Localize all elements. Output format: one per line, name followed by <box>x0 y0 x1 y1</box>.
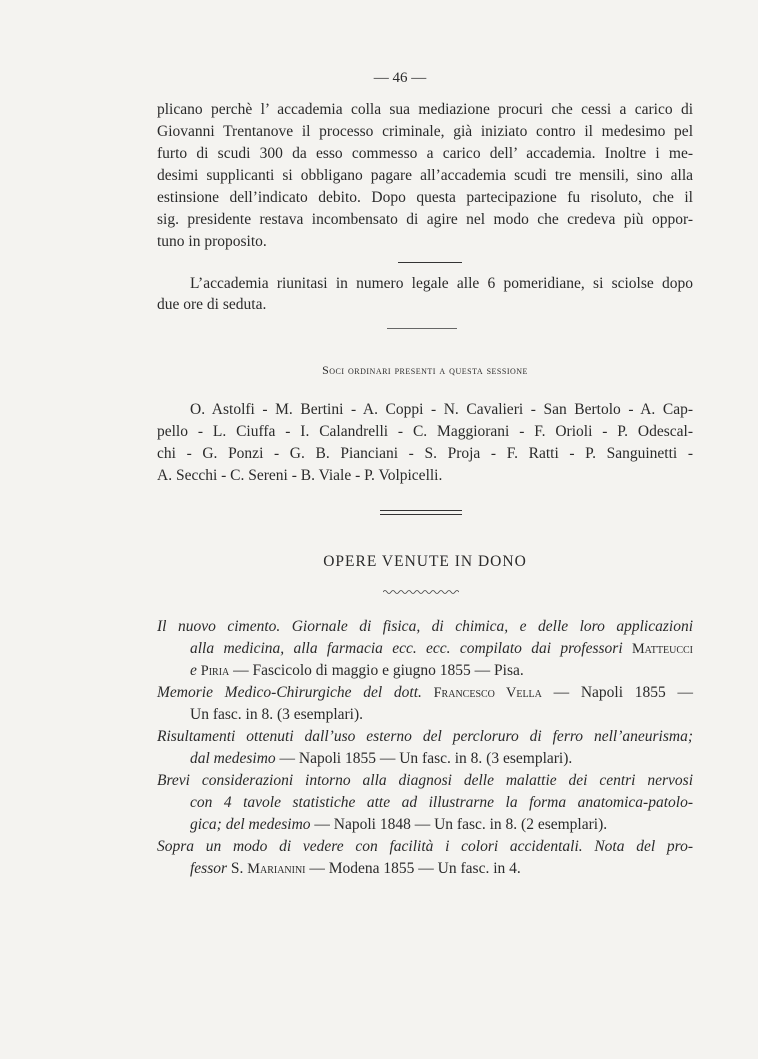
text-run: dal medesimo <box>190 750 276 767</box>
double-rule-top <box>380 510 462 511</box>
paragraph-line <box>157 100 693 120</box>
text-run: O. Astolfi - M. Bertini - A. Coppi - N. Cavalieri - San Bertolo - A. Cap- <box>190 401 693 418</box>
text-run: chi - G. Ponzi - G. B. Pianciani - S. Proja - F. Ratti - P. Sanguinetti - <box>157 445 693 462</box>
page-number: — 46 — <box>373 70 427 86</box>
bibliography-line <box>190 639 693 659</box>
bibliography-line <box>157 727 693 747</box>
text-run: — Fascicolo di maggio e giugno 1855 — Pisa. <box>229 662 524 679</box>
paragraph-line <box>157 122 693 142</box>
text-run: e <box>190 662 201 679</box>
bibliography-line <box>190 793 693 813</box>
text-run: Memorie Medico-Chirurgiche del dott. <box>157 684 434 701</box>
text-run: desimi supplicanti si obbligano pagare all’accademia scudi tre mensili, sino alla <box>157 167 693 184</box>
text-run: furto di scudi 300 da esso commesso a carico dell’ accademia. Inoltre i me- <box>157 145 693 162</box>
text-run: con 4 tavole statistiche atte ad illustrarne la forma anatomica-patolo- <box>190 794 693 811</box>
text-run: Piria <box>200 663 230 679</box>
text-run: A. Secchi - C. Sereni - B. Viale - P. Volpicelli. <box>157 467 443 484</box>
paragraph-line <box>157 166 693 186</box>
bibliography-line <box>190 749 693 769</box>
text-run: Sopra un modo di vedere con facilità i colori accidentali. Nota del pro- <box>157 838 693 855</box>
text-run: alla medicina, alla farmacia ecc. ecc. compilato dai professori <box>190 640 632 657</box>
bibliography-line <box>190 661 693 681</box>
member-list-line <box>157 444 693 464</box>
member-list-line <box>157 422 693 442</box>
bibliography-line <box>190 815 693 835</box>
section-divider <box>387 328 457 329</box>
text-run: Marianini <box>247 861 306 877</box>
text-run: Matteucci <box>631 641 693 657</box>
text-run: pello - L. Ciuffa - I. Calandrelli - C. Maggiorani - F. Orioli - P. Odescal- <box>157 423 693 440</box>
text-run: — Modena 1855 — Un fasc. in 4. <box>305 860 521 877</box>
section-divider <box>398 262 462 263</box>
paragraph-line <box>190 274 693 294</box>
bibliography-line <box>157 617 693 637</box>
paragraph-line <box>157 144 693 164</box>
text-run: Soci ordinari presenti a questa sessione <box>322 363 528 377</box>
paragraph-line <box>157 232 693 252</box>
text-run: Brevi considerazioni intorno alla diagnosi delle malattie dei centri nervosi <box>157 772 693 789</box>
text-run: L’accademia riunitasi in numero legale alle 6 pomeridiane, si sciolse dopo <box>190 275 693 292</box>
text-run: sig. presidente restava incombensato di agire nel modo che credeva più oppor- <box>157 211 693 228</box>
paragraph-line <box>157 188 693 208</box>
text-run: Francesco Vella <box>433 685 542 701</box>
text-run: plicano perchè l’ accademia colla sua mediazione procuri che cessi a carico di <box>157 101 693 118</box>
text-run: OPERE VENUTE IN DONO <box>323 553 527 570</box>
wavy-ornament <box>383 588 459 596</box>
text-run: tuno in proposito. <box>157 233 267 250</box>
text-run: — Napoli 1855 — <box>541 684 693 701</box>
bibliography-line <box>157 837 693 857</box>
bibliography-line <box>190 859 693 879</box>
text-run: due ore di seduta. <box>157 296 267 313</box>
text-run: Un fasc. in 8. (3 esemplari). <box>190 706 364 723</box>
paragraph-line <box>157 210 693 230</box>
member-list-line <box>157 466 693 486</box>
text-run: S. <box>230 860 248 877</box>
text-run: fessor <box>190 860 231 877</box>
members-heading <box>157 360 693 380</box>
bibliography-line <box>157 771 693 791</box>
bibliography-line <box>157 683 693 703</box>
paragraph-line <box>157 295 693 315</box>
text-run: — Napoli 1848 — Un fasc. in 8. (2 esemplari). <box>310 816 608 833</box>
text-run: Giovanni Trentanove il processo criminale, già iniziato contro il medesimo pel <box>157 123 693 140</box>
double-rule-bottom <box>380 514 462 515</box>
text-run: estinsione dell’indicato debito. Dopo questa partecipazione fu risoluto, che il <box>157 189 693 206</box>
bibliography-line <box>190 705 693 725</box>
text-run: — Napoli 1855 — Un fasc. in 8. (3 esemplari). <box>275 750 573 767</box>
gifts-heading <box>157 552 693 572</box>
text-run: Il nuovo cimento. Giornale di fisica, di chimica, e delle loro applicazioni <box>157 618 693 635</box>
text-run: gica; del medesimo <box>190 816 311 833</box>
member-list-line <box>190 400 693 420</box>
text-run: Risultamenti ottenuti dall’uso esterno del percloruro di ferro nell’aneurisma; <box>157 728 693 745</box>
